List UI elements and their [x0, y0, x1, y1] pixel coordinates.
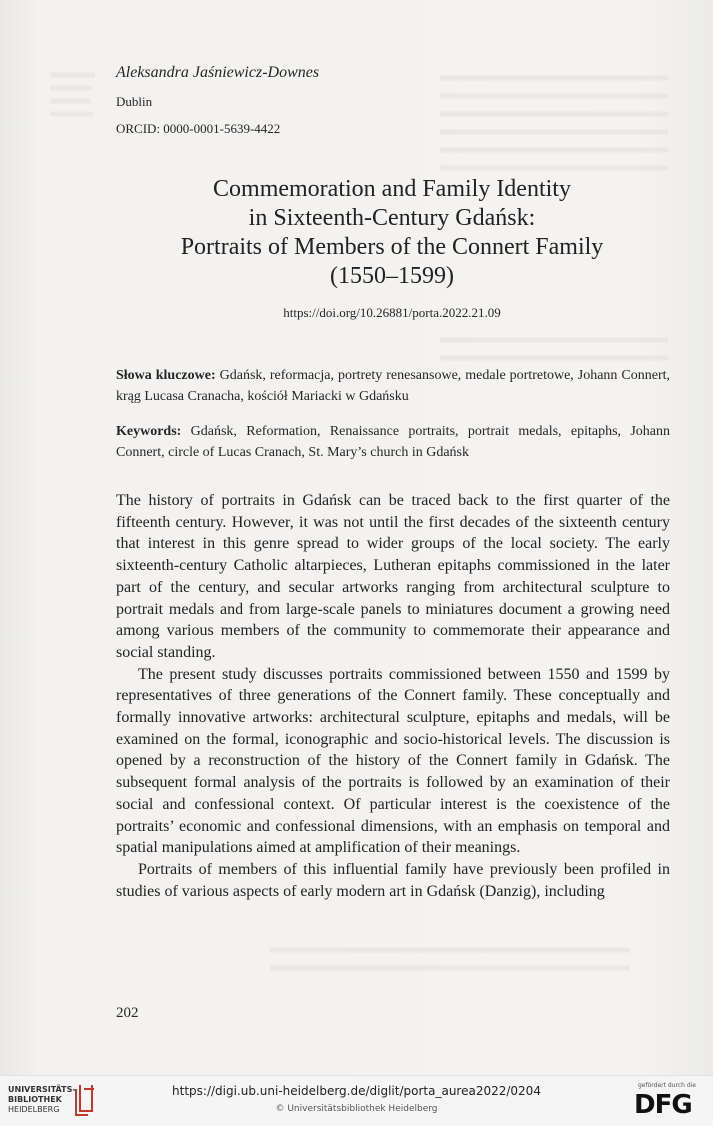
copyright-text: © Universitätsbibliothek Heidelberg — [275, 1104, 438, 1114]
body-paragraph: The present study discusses portraits commissioned between 1550 and 1599 by representatives of three generations of the Connert family. These conceptually and formally innovative artworks: architectural sculpture, epitaphs and medals, will be examined on the formal, iconographic and socio-historical levels. The discussion is opened by a reconstruction of the history of the Connert family in Gdańsk. The subsequent formal analysis of the portraits is followed by an examination of their social and confessional context. Of particular interest is the coexistence of the portraits’ economic and confessional dimensions, with an emphasis on temporal and spatial manipulations aimed at amplification of their meanings. — [116, 665, 670, 857]
keywords-english-text: Gdańsk, Reformation, Renaissance portraits, portrait medals, epitaphs, Johann Connert, circle of Lucas Cranach, St. Mary’s church in Gdańsk — [116, 424, 670, 460]
body-paragraph: Portraits of members of this influential family have previously been profiled in studies of various aspects of early modern art in Gdańsk (Danzig), including — [116, 860, 670, 900]
doi-link[interactable]: https://doi.org/10.26881/porta.2022.21.09 — [283, 305, 501, 320]
keywords-english — [116, 421, 670, 463]
author-affiliation: Dublin — [116, 94, 153, 109]
title-line: Portraits of Members of the Connert Family — [180, 234, 604, 260]
funder-note: gefördert durch die — [638, 1082, 696, 1089]
title-line: in Sixteenth-Century Gdańsk: — [248, 205, 536, 231]
keywords-polish-label: Słowa kluczowe: — [116, 368, 216, 383]
article-title — [116, 175, 668, 291]
keywords-english-label: Keywords: — [116, 424, 182, 439]
source-url-link[interactable]: https://digi.ub.uni-heidelberg.de/diglit/porta_aurea2022/0204 — [172, 1084, 541, 1098]
logo-line: UNIVERSITÄTS- — [8, 1085, 76, 1094]
article-body — [116, 490, 670, 902]
keywords-polish — [116, 365, 670, 407]
keywords-polish-text: Gdańsk, reformacja, portrety renesansowe, medale portretowe, Johann Connert, krąg Lucasa Cranacha, kościół Mariacki w Gdańsku — [116, 368, 670, 404]
logo-line: BIBLIOTHEK — [8, 1095, 62, 1104]
body-paragraph: The history of portraits in Gdańsk can be traced back to the first quarter of the fifteenth century. However, it was not until the first decades of the sixteenth century that interest in this genre spread to wider groups of the local society. The early sixteenth-century Catholic altarpieces, Lutheran epitaphs commissioned in the later part of the century, and secular artworks ranging from architectural sculpture to portrait medals and from large-scale panels to miniatures document a growing need among various members of the community to commemorate their appearance and social standing. — [116, 492, 670, 661]
logo-line: HEIDELBERG — [8, 1105, 60, 1114]
page-number: 202 — [116, 1005, 139, 1021]
dfg-logo: DFG — [634, 1090, 692, 1120]
viewer-footer — [0, 1075, 713, 1126]
title-line: (1550–1599) — [330, 263, 454, 289]
author-orcid: ORCID: 0000-0001-5639-4422 — [116, 121, 281, 136]
author-name: Aleksandra Jaśniewicz-Downes — [116, 64, 320, 81]
title-line: Commemoration and Family Identity — [213, 176, 571, 202]
